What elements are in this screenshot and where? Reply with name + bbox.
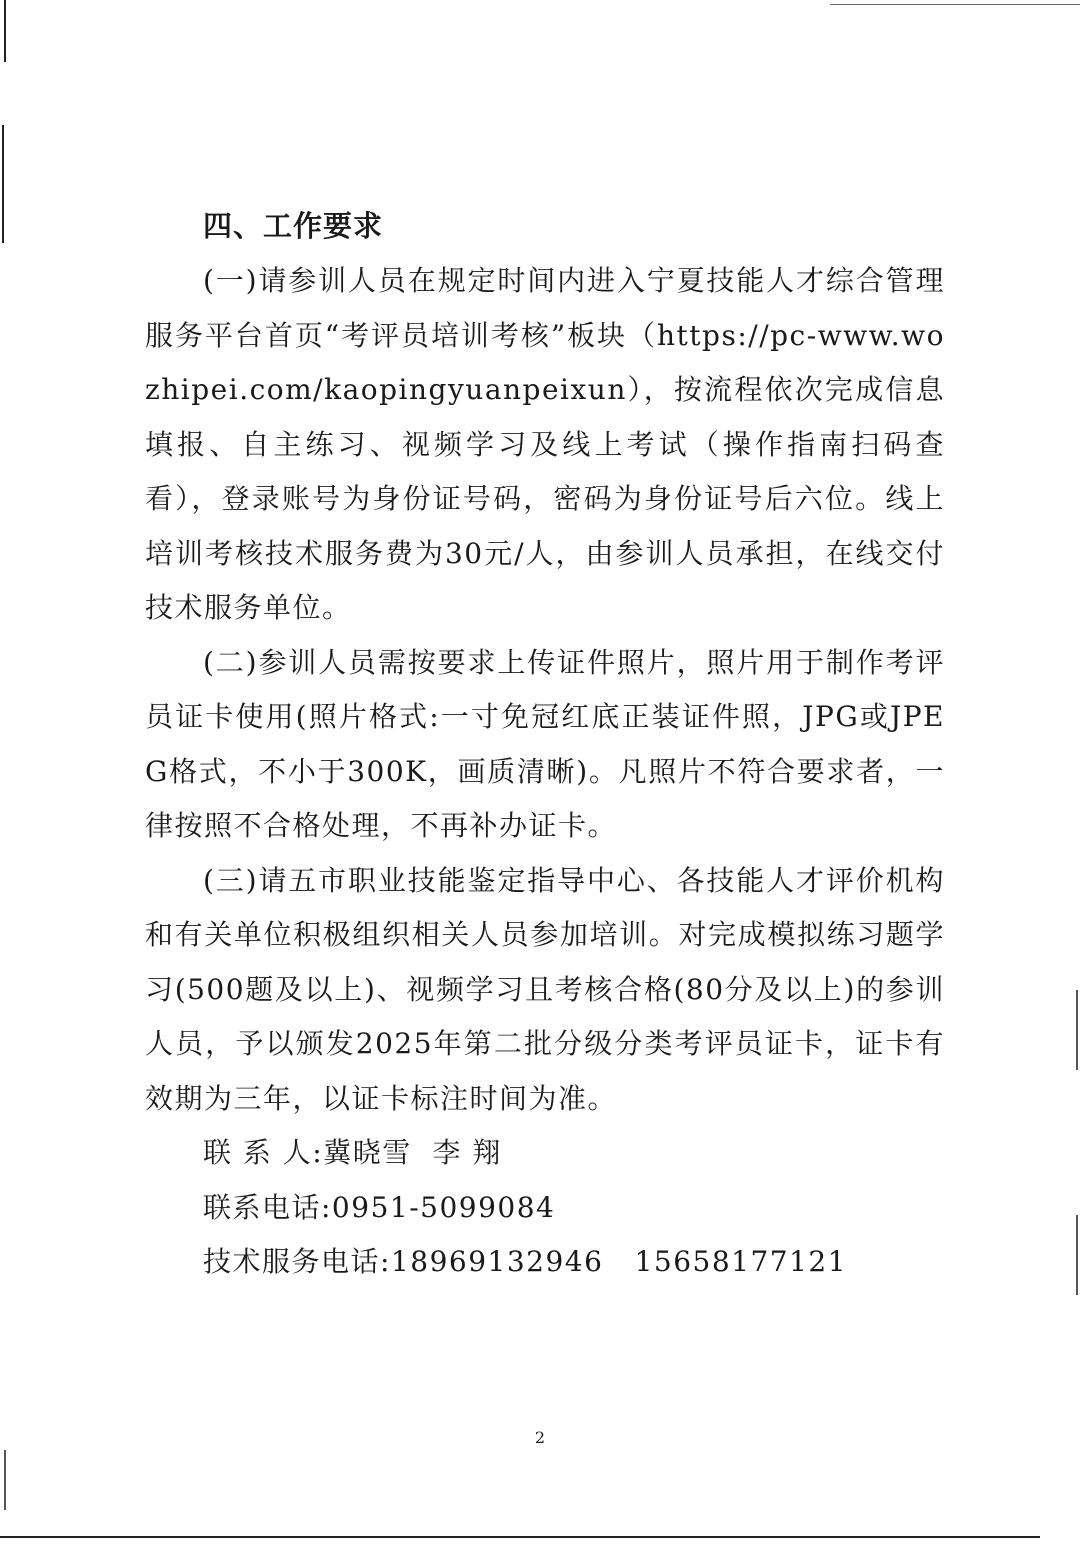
document-body [145, 198, 945, 1290]
scan-edge-right-low [1076, 1215, 1078, 1295]
page-number: 2 [534, 1428, 546, 1447]
tech-service-phone: 技术服务电话:18969132946 15658177121 [203, 1245, 848, 1278]
scan-edge-top-right [830, 4, 1080, 5]
paragraph-1: (一)请参训人员在规定时间内进入宁夏技能人才综合管理服务平台首页“考评员培训考核”板块（https://pc-www.wozhipei.com/kaopingyuanpeixun），按流程依次完成信息填报、自主练习、视频学习及线上考试（操作指南扫码查看），登录账号为身份证号码，密码为身份证号后六位。线上培训考核技术服务费为30元/人，由参训人员承担，在线交付技术服务单位。 [145, 264, 945, 624]
paragraph-3: (三)请五市职业技能鉴定指导中心、各技能人才评价机构和有关单位积极组织相关人员参加培训。对完成模拟练习题学习(500题及以上)、视频学习且考核合格(80分及以上)的参训人员，予以颁发2025年第二批分级分类考评员证卡，证卡有效期为三年，以证卡标注时间为准。 [145, 863, 945, 1115]
section-heading: 四、工作要求 [203, 209, 384, 243]
scan-edge-left-top [4, 0, 6, 62]
paragraph-2: (二)参训人员需按要求上传证件照片，照片用于制作考评员证卡使用(照片格式:一寸免冠红底正装证件照，JPG或JPEG格式，不小于300K，画质清晰)。凡照片不符合要求者，一律按照不合格处理，不再补办证卡。 [145, 645, 945, 842]
contact-phone: 联系电话:0951-5099084 [203, 1190, 556, 1224]
contact-person: 联 系 人:冀晓雪 李 翔 [203, 1136, 502, 1169]
scan-edge-bottom [0, 1536, 1040, 1538]
scan-edge-left-mid [2, 125, 4, 243]
scan-edge-right-mid [1076, 990, 1078, 1070]
scan-edge-left-bottom [4, 1450, 6, 1510]
